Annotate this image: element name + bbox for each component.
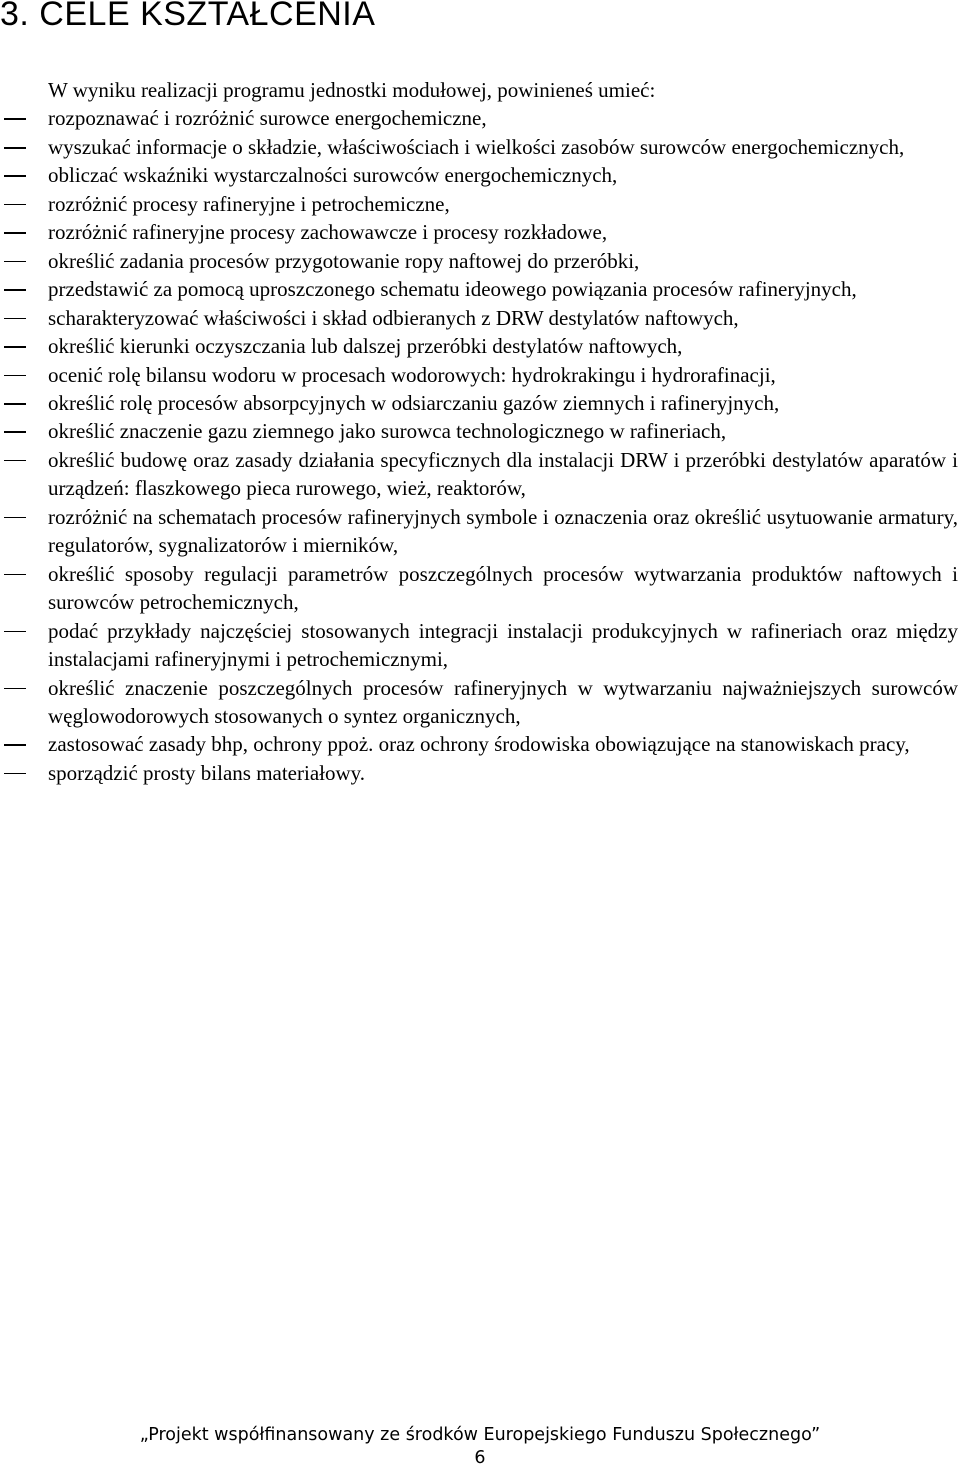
- objective-item: [0, 361, 958, 389]
- objective-text: podać przykłady najczęściej stosowanych integracji instalacji produkcyjnych w rafineriach oraz między instalacjami rafineryjnymi i petrochemicznymi,: [48, 618, 958, 672]
- objective-item: [0, 161, 958, 189]
- objective-item: [0, 617, 958, 674]
- objective-item: [0, 674, 958, 731]
- objective-item: [0, 104, 958, 132]
- objectives-list: [0, 104, 958, 787]
- objective-text: rozróżnić na schematach procesów rafineryjnych symbole i oznaczenia oraz określić usytuowanie armatury, regulatorów, sygnalizatorów i mierników,: [48, 504, 958, 558]
- objective-item: [0, 730, 958, 758]
- dash-bullet-icon: [4, 460, 26, 462]
- objective-text: wyszukać informacje o składzie, właściwościach i wielkości zasobów surowców energochemicznych,: [48, 134, 905, 159]
- dash-bullet-icon: [4, 403, 26, 405]
- objective-text: określić kierunki oczyszczania lub dalszej przeróbki destylatów naftowych,: [48, 334, 683, 359]
- dash-bullet-icon: [4, 744, 26, 746]
- objective-item: [0, 560, 958, 617]
- dash-bullet-icon: [4, 688, 26, 690]
- objective-text: ocenić rolę bilansu wodoru w procesach wodorowych: hydrokrakingu i hydrorafinacji,: [48, 362, 776, 387]
- objective-text: przedstawić za pomocą uproszczonego schematu ideowego powiązania procesów rafineryjnych,: [48, 277, 857, 302]
- objective-item: [0, 417, 958, 445]
- objective-text: określić sposoby regulacji parametrów poszczególnych procesów wytwarzania produktów naftowych i surowców petrochemicznych,: [48, 561, 958, 615]
- objective-item: [0, 247, 958, 275]
- dash-bullet-icon: [4, 118, 26, 120]
- page-number: 6: [474, 1448, 486, 1468]
- objective-text: rozpoznawać i rozróżnić surowce energochemiczne,: [48, 106, 487, 131]
- objective-item: [0, 332, 958, 360]
- objective-text: rozróżnić procesy rafineryjne i petrochemiczne,: [48, 191, 450, 216]
- objective-text: zastosować zasady bhp, ochrony ppoż. oraz ochrony środowiska obowiązujące na stanowiskach pracy,: [48, 732, 910, 757]
- dash-bullet-icon: [4, 431, 26, 433]
- intro-text: W wyniku realizacji programu jednostki modułowej, powinieneś umieć:: [48, 78, 656, 102]
- objective-text: określić zadania procesów przygotowanie ropy naftowej do przeróbki,: [48, 248, 640, 273]
- dash-bullet-icon: [4, 517, 26, 519]
- dash-bullet-icon: [4, 175, 26, 177]
- objective-item: [0, 190, 958, 218]
- objective-text: sporządzić prosty bilans materiałowy.: [48, 760, 366, 785]
- section-heading: 3. CELE KSZTAŁCENIA: [0, 0, 376, 33]
- objective-item: [0, 304, 958, 332]
- dash-bullet-icon: [4, 289, 26, 291]
- dash-bullet-icon: [4, 375, 26, 377]
- objective-item: [0, 275, 958, 303]
- objective-text: określić znaczenie gazu ziemnego jako surowca technologicznego w rafineriach,: [48, 419, 727, 444]
- footer-project-note: „Projekt współfinansowany ze środków Europejskiego Funduszu Społecznego”: [139, 1425, 821, 1445]
- objective-item: [0, 389, 958, 417]
- dash-bullet-icon: [4, 232, 26, 234]
- objective-text: scharakteryzować właściwości i skład odbieranych z DRW destylatów naftowych,: [48, 305, 739, 330]
- objective-item: [0, 133, 958, 161]
- objective-item: [0, 218, 958, 246]
- objective-item: [0, 446, 958, 503]
- dash-bullet-icon: [4, 773, 26, 775]
- objective-text: rozróżnić rafineryjne procesy zachowawcze i procesy rozkładowe,: [48, 220, 608, 245]
- objective-text: określić znaczenie poszczególnych procesów rafineryjnych w wytwarzaniu najważniejszych surowców węglowodorowych stosowanych o syntez organicznych,: [48, 675, 958, 728]
- dash-bullet-icon: [4, 631, 26, 633]
- objective-item: [0, 759, 958, 787]
- dash-bullet-icon: [4, 346, 26, 348]
- dash-bullet-icon: [4, 204, 26, 206]
- dash-bullet-icon: [4, 261, 26, 263]
- objective-text: określić rolę procesów absorpcyjnych w odsiarczaniu gazów ziemnych i rafineryjnych,: [48, 390, 780, 415]
- section-content: [0, 76, 958, 787]
- dash-bullet-icon: [4, 318, 26, 320]
- objective-item: [0, 503, 958, 560]
- objective-text: obliczać wskaźniki wystarczalności surowców energochemicznych,: [48, 163, 618, 188]
- objective-text: określić budowę oraz zasady działania specyficznych dla instalacji DRW i przeróbki destylatów aparatów i urządzeń: flaszkowego pieca rurowego, wież, reaktorów,: [48, 447, 958, 501]
- dash-bullet-icon: [4, 147, 26, 149]
- dash-bullet-icon: [4, 574, 26, 576]
